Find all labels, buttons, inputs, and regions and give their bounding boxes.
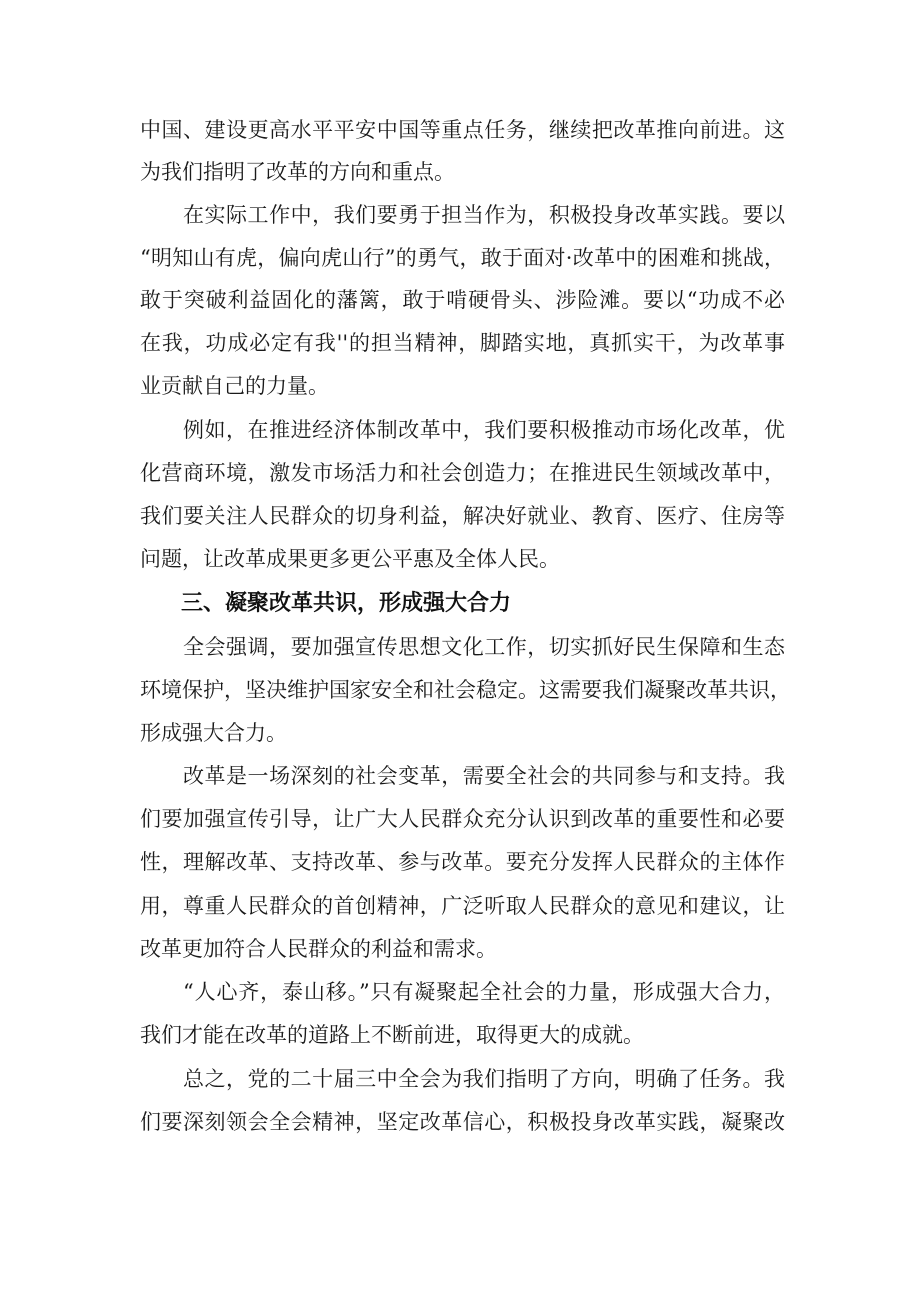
text-line: 用，尊重人民群众的首创精神，广泛听取人民群众的意见和建议，让 bbox=[140, 894, 785, 918]
text-line: 敢于突破利益固化的藩篱，敢于啃硬骨头、涉险滩。要以“功成不必 bbox=[140, 288, 785, 312]
section-heading: 三、凝聚改革共识，形成强大合力 bbox=[181, 591, 512, 616]
text-line: 化营商环境，激发市场活力和社会创造力；在推进民生领域改革中， bbox=[140, 461, 785, 485]
text-line: 环境保护，坚决维护国家安全和社会稳定。这需要我们凝聚改革共识， bbox=[140, 678, 791, 702]
text-line: “明知山有虎，偏向虎山行”的勇气，敢于面对·改革中的困难和挑战， bbox=[140, 246, 785, 270]
text-line: 们要深刻领会全会精神，坚定改革信心，积极投身改革实践，凝聚改 bbox=[140, 1110, 785, 1134]
text-line: “人心齐，泰山移。”只有凝聚起全社会的力量，形成强大合力， bbox=[183, 980, 785, 1004]
text-line: 业贡献自己的力量。 bbox=[140, 374, 329, 398]
text-line: 我们要关注人民群众的切身利益，解决好就业、教育、医疗、住房等 bbox=[140, 504, 785, 528]
text-line: 为我们指明了改革的方向和重点。 bbox=[140, 160, 455, 184]
text-line: 例如，在推进经济体制改革中，我们要积极推动市场化改革，优 bbox=[183, 418, 785, 442]
text-line: 性，理解改革、支持改革、参与改革。要充分发挥人民群众的主体作 bbox=[140, 850, 785, 874]
text-line: 中国、建设更高水平平安中国等重点任务，继续把改革推向前进。这 bbox=[140, 118, 785, 142]
text-line: 改革是一场深刻的社会变革，需要全社会的共同参与和支持。我 bbox=[183, 764, 785, 788]
text-line: 我们才能在改革的道路上不断前进，取得更大的成就。 bbox=[140, 1023, 644, 1047]
text-line: 总之，党的二十届三中全会为我们指明了方向，明确了任务。我 bbox=[183, 1067, 785, 1091]
text-line: 在实际工作中，我们要勇于担当作为，积极投身改革实践。要以 bbox=[183, 203, 785, 227]
text-line: 问题，让改革成果更多更公平惠及全体人民。 bbox=[140, 547, 560, 571]
text-line: 形成强大合力。 bbox=[140, 721, 287, 745]
text-line: 全会强调，要加强宣传思想文化工作，切实抓好民生保障和生态 bbox=[183, 635, 785, 659]
text-line: 在我，功成必定有我''的担当精神，脚踏实地，真抓实干，为改革事 bbox=[140, 331, 785, 355]
text-line: 改革更加符合人民群众的利益和需求。 bbox=[140, 937, 497, 961]
text-line: 们要加强宣传引导，让广大人民群众充分认识到改革的重要性和必要 bbox=[140, 807, 785, 831]
